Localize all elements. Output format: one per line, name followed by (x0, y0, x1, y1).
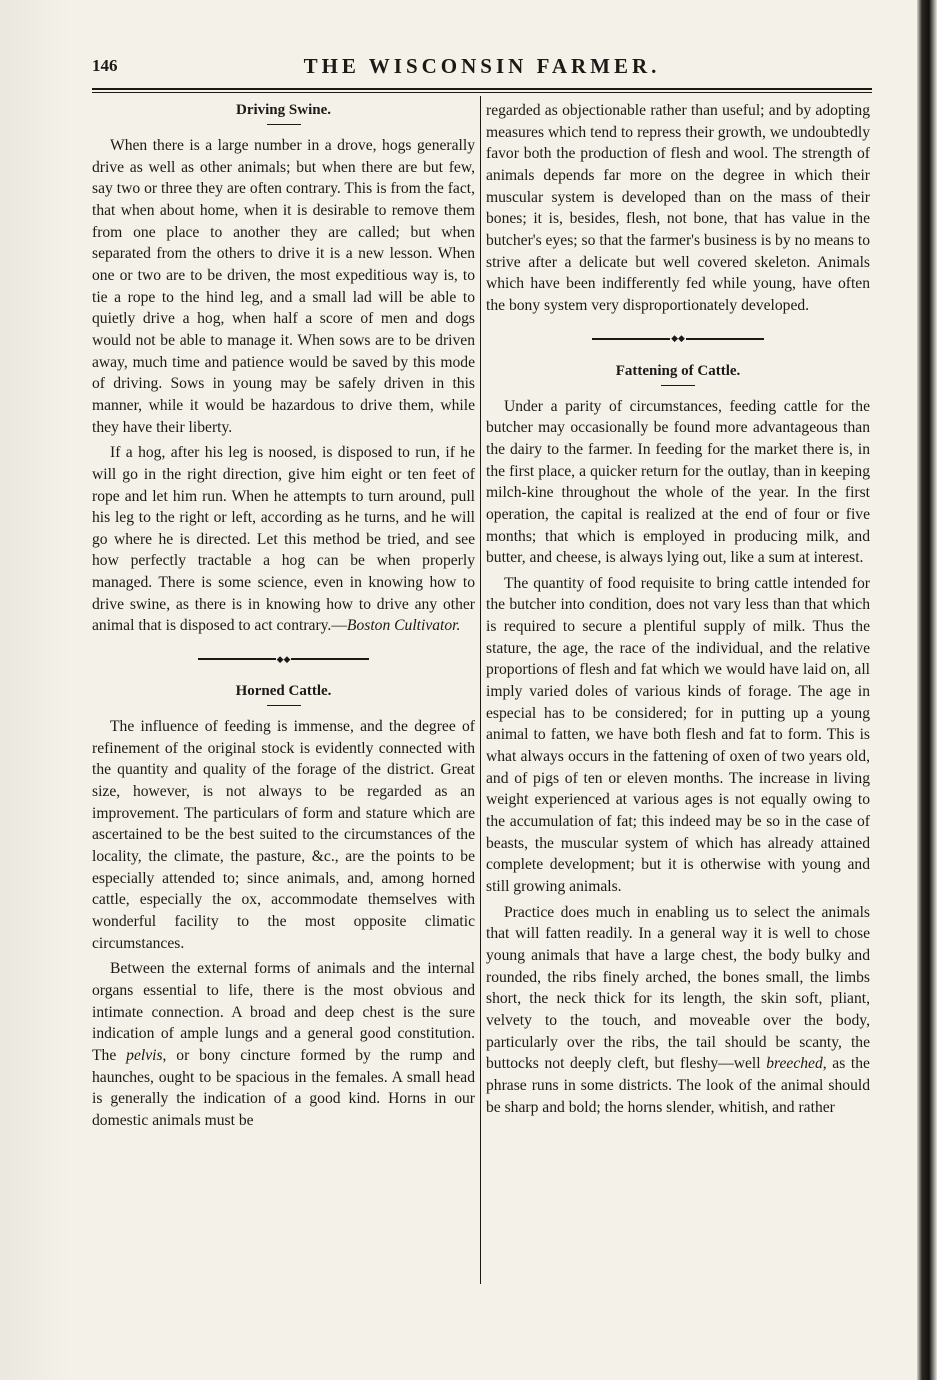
italic-term: pelvis (126, 1046, 163, 1064)
page-number: 146 (92, 56, 118, 75)
title-rule (267, 705, 301, 706)
right-column (486, 100, 870, 1290)
paragraph: The quantity of food requisite to bring cattle intended for the butcher into condition, does not vary less than that which is required to secure a plentiful supply of milk. Thus the stature, the age, the race of the individual, and the relative proportions of flesh and fat which we would have laid on, all imply varied doles of various kinds of forage. The age in especial has to be considered; for in putting up a young animal to fatten, we have both flesh and fat to form. This is what always occurs in the fattening of oxen of two years old, and of pigs of ten or eleven months. The increase in living weight experienced at various ages is not equally owing to the accumulation of fat; this indeed may be so in the case of beasts, the muscular system of which has already attained complete development; but it is otherwise with young and still growing animals. (486, 574, 870, 895)
article-title: Driving Swine. (235, 102, 331, 118)
source-citation: Boston Cultivator. (346, 617, 461, 635)
paragraph: Under a parity of circumstances, feeding cattle for the butcher may occasionally be found more advantageous than the dairy to the farmer. In feeding for the market there is, in the first place, a quicker return for the outlay, than in keeping milch-kine throughout the whole of the year. In the first operation, the capital is realized at the end of four or five months; that which is employed in producing milk, and butter, and cheese, is always lying out, like a sum at interest. (486, 397, 870, 567)
header-rule-thin (92, 92, 872, 93)
paragraph-text: Practice does much in enabling us to select the animals that will fatten readily. In a general way it is well to chose young animals that have a large chest, the body bulky and rounded, the ribs finely arched, the bones small, the limbs short, the neck thick for its length, the skin soft, pliant, velvety to the touch, and moveable over the body, particularly over the ribs, the tail should be scanty, the buttocks not deeply cleft, but fleshy—well (486, 903, 870, 1073)
page-header (92, 50, 872, 84)
paragraph (92, 442, 475, 637)
article-title: Fattening of Cattle. (615, 362, 741, 379)
article-horned-cattle (92, 681, 475, 1131)
paragraph (486, 902, 870, 1119)
paragraph-text: , or bony cincture formed by the rump and haunches, ought to be spacious in the females. A small head is generally the indication of a good kind. Horns in our domestic animals must be (92, 1046, 475, 1129)
paragraph-text: If a hog, after his leg is noosed, is disposed to run, if he will go in the right direction, give him eight or ten feet of rope and let him run. When he attempts to turn around, pull his leg to the right or left, according as he turns, and he will go where he is directed. Let this method be tried, and see how perfectly tractable a hog can be when properly managed. There is some science, even in knowing how to drive swine, as there is in knowing how to drive any other animal that is disposed to act contrary.— (92, 444, 475, 635)
article-driving-swine (92, 100, 475, 637)
paragraph-continued: regarded as objectionable rather than useful; and by adopting measures which tend to repress their growth, we undoubtedly favor both the production of flesh and wool. The strength of animals depends far more on the degree in which their muscular system is developed than on the mass of their bones; it is, besides, flesh, not bone, that has value in the butcher's eyes; so that the farmer's business is by no means to strive after a delicate but well covered skeleton. Animals which have been indifferently fed while young, have often the bony system very disproportionately developed. (486, 102, 870, 314)
paragraph-text: Between the external forms of animals and the internal organs essential to life, there is the most obvious and intimate connection. A broad and deep chest is the sure indication of ample lungs and a general good constitution. The (92, 960, 475, 1064)
italic-term: breeched (766, 1055, 823, 1073)
header-rule (92, 88, 872, 90)
running-head: THE WISCONSIN FARMER. (303, 54, 661, 78)
paragraph: When there is a large number in a drove, hogs generally drive as well as other animals; but when there are but few, say two or three they are often contrary. This is from the fact, that when about home, when it is desirable to remove them from one place to another they are called; but when separated from the others to drive it is a new lesson. When one or two are to be driven, the most expeditious way is, to tie a rope to the hind leg, and a small lad will be able to quietly drive a hog, when half a score of men and dogs would not be able to manage it. When sows are to be driven away, much time and patience would be saved by this mode of driving. Sows in young may be safely driven in this manner, while it would be hazardous to drive them, while they have their liberty. (92, 137, 475, 436)
section-ornament (92, 647, 475, 671)
paragraph-text: , as the phrase runs in some districts. The look of the animal should be sharp and bold; the horns slender, whitish, and rather (486, 1055, 870, 1116)
left-column (92, 100, 475, 1290)
article-title: Horned Cattle. (235, 683, 332, 700)
article-fattening-of-cattle (486, 361, 870, 1119)
title-rule (661, 385, 695, 386)
ornament-glyph: ◆◆ (276, 653, 291, 664)
ornament-glyph: ◆◆ (671, 333, 685, 344)
column-divider (480, 96, 481, 1284)
paragraph (92, 958, 475, 1131)
page-edge (917, 0, 937, 1380)
title-rule (267, 124, 301, 125)
paragraph: The influence of feeding is immense, and the degree of refinement of the original stock is evidently connected with the quantity and quality of the forage of the district. Great size, however, is not always to be regarded as an improvement. The particulars of form and stature which are ascertained to be the best suited to the circumstances of the locality, the climate, the pasture, &c., are the points to be especially attended to; since animals, and, among horned cattle, especially the ox, accommodate themselves with wonderful facility to the most opposite climatic circumstances. (92, 718, 475, 952)
section-ornament (486, 327, 870, 351)
gutter-shadow (0, 0, 70, 1380)
